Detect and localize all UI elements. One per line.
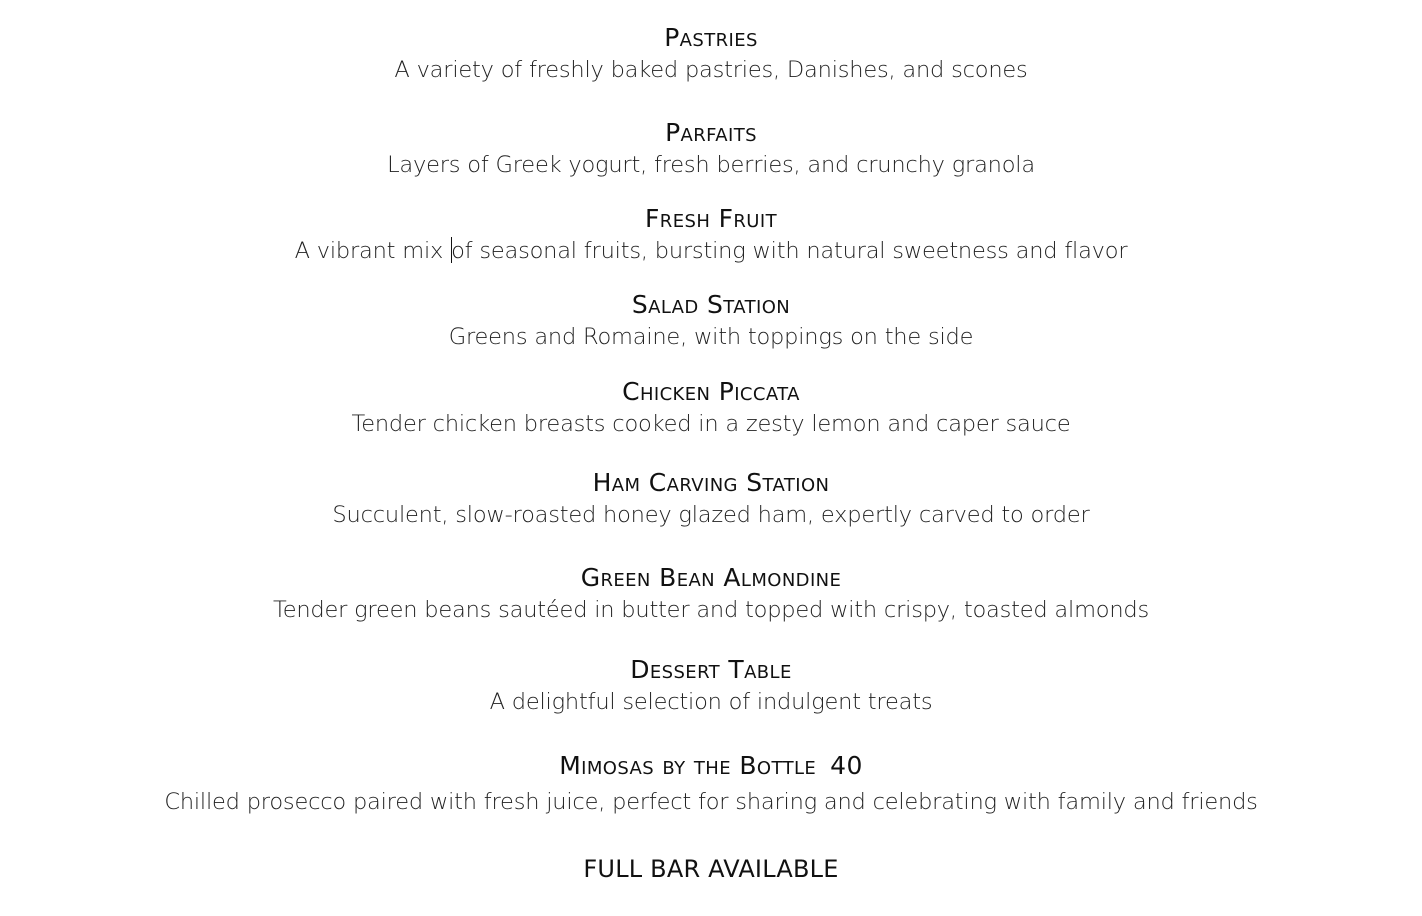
menu-item-description: A variety of freshly baked pastries, Danishes, and scones	[394, 57, 1028, 83]
menu-item-title: Parfaits	[665, 118, 757, 147]
menu-item-description[interactable]	[0, 237, 1422, 265]
menu-item-chicken-piccata	[0, 378, 1422, 438]
full-bar-notice: FULL BAR AVAILABLE	[583, 855, 839, 883]
menu-item-description: Succulent, slow-roasted honey glazed ham, expertly carved to order	[332, 502, 1090, 528]
menu-item-description: Chilled prosecco paired with fresh juice, perfect for sharing and celebrating with family and friends	[164, 789, 1258, 815]
menu-item-title-text: Mimosas by the Bottle	[559, 751, 817, 780]
menu-item-title: Chicken Piccata	[622, 377, 800, 406]
menu-item-description: Greens and Romaine, with toppings on the side	[448, 324, 974, 350]
menu-item-title: Fresh Fruit	[645, 204, 777, 233]
menu-item-description: Tender chicken breasts cooked in a zesty lemon and caper sauce	[351, 411, 1071, 437]
menu-item-ham-carving-station	[0, 469, 1422, 529]
menu-item-description: Tender green beans sautéed in butter and topped with crispy, toasted almonds	[272, 597, 1150, 623]
menu-item-pastries	[0, 24, 1422, 84]
menu-item-mimosas	[0, 752, 1422, 816]
menu-item-salad-station	[0, 291, 1422, 351]
menu-item-dessert-table	[0, 656, 1422, 716]
menu-item-title: Pastries	[664, 23, 758, 52]
description-text-after-caret: of seasonal fruits, bursting with natural sweetness and flavor	[451, 238, 1128, 264]
menu-item-title: Salad Station	[631, 290, 791, 319]
menu-item-title: Green Bean Almondine	[580, 563, 842, 592]
menu-item-title: Ham Carving Station	[592, 468, 830, 497]
menu-item-description: A delightful selection of indulgent treats	[489, 689, 933, 715]
description-text-before-caret: A vibrant mix	[294, 238, 451, 264]
menu-item-fresh-fruit	[0, 205, 1422, 265]
menu-item-title: Dessert Table	[630, 655, 792, 684]
menu-item-price: 40	[830, 751, 863, 780]
menu-item-description: Layers of Greek yogurt, fresh berries, and crunchy granola	[387, 152, 1035, 178]
menu-item-parfaits	[0, 119, 1422, 179]
menu-item-green-bean-almondine	[0, 564, 1422, 624]
menu-item-title	[0, 752, 1422, 780]
